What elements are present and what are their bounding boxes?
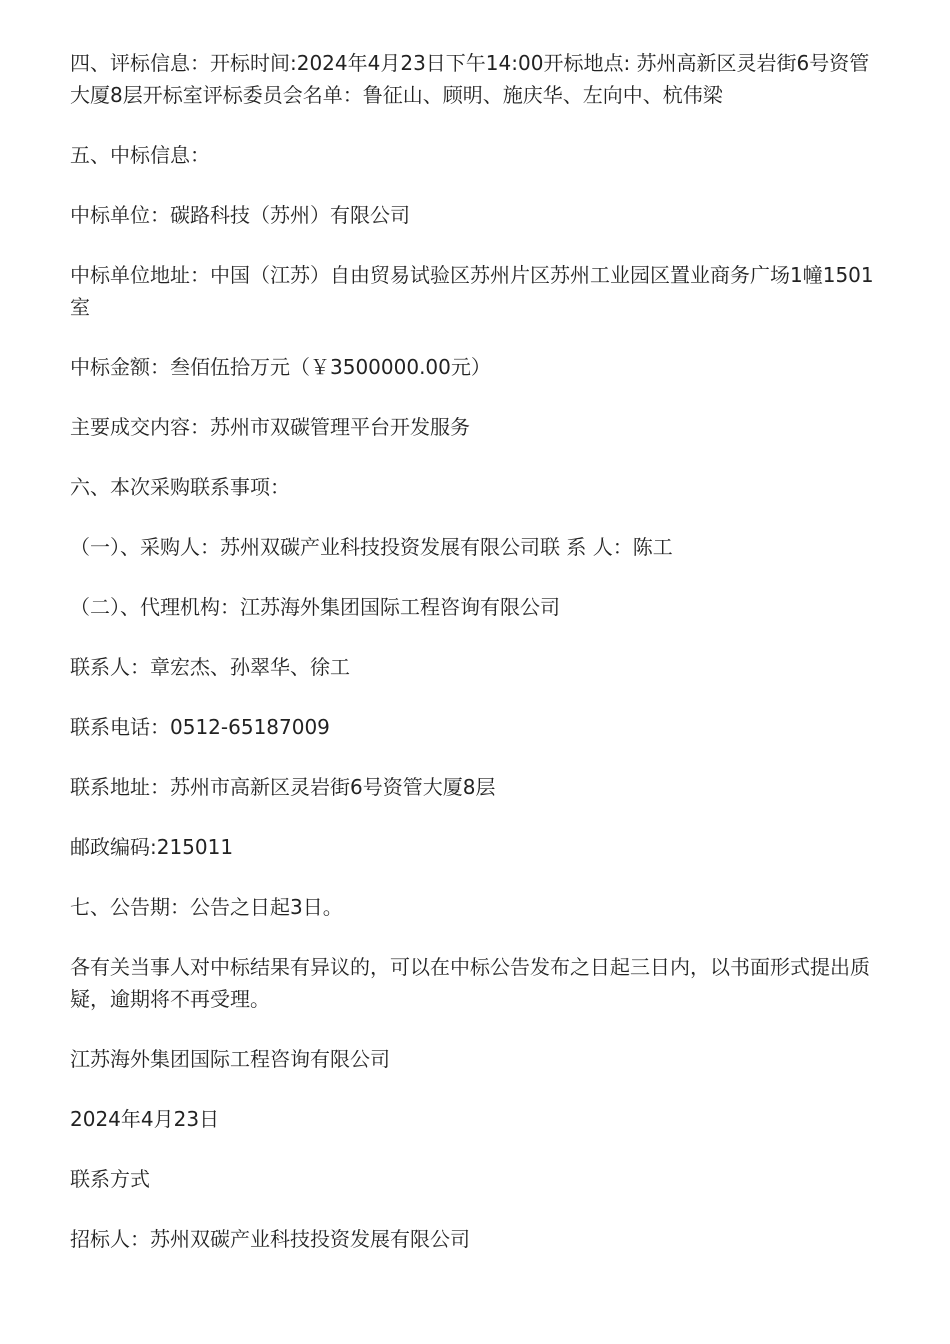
issue-date: 2024年4月23日 bbox=[70, 1107, 220, 1131]
contact-phone: 联系电话：0512-65187009 bbox=[70, 715, 330, 739]
contact-address: 联系地址：苏州市高新区灵岩街6号资管大厦8层 bbox=[70, 775, 496, 799]
main-deal-content: 主要成交内容：苏州市双碳管理平台开发服务 bbox=[70, 415, 470, 439]
contact-method-heading: 联系方式 bbox=[70, 1167, 150, 1191]
award-amount: 中标金额：叁佰伍拾万元（￥3500000.00元） bbox=[70, 355, 491, 379]
tenderer-info: 招标人：苏州双碳产业科技投资发展有限公司 bbox=[70, 1227, 470, 1251]
issuer-signature: 江苏海外集团国际工程咨询有限公司 bbox=[70, 1047, 390, 1071]
award-info-heading: 五、中标信息： bbox=[70, 143, 210, 167]
winning-bidder-address: 中标单位地址：中国（江苏）自由贸易试验区苏州片区苏州工业园区置业商务广场1幢1501室 bbox=[70, 263, 874, 319]
winning-bidder: 中标单位：碳路科技（苏州）有限公司 bbox=[70, 203, 410, 227]
objection-notice: 各有关当事人对中标结果有异议的，可以在中标公告发布之日起三日内，以书面形式提出质疑，逾期将不再受理。 bbox=[70, 955, 870, 1011]
evaluation-info-paragraph: 四、评标信息：开标时间:2024年4月23日下午14:00开标地点: 苏州高新区灵岩街6号资管大厦8层开标室评标委员会名单：鲁征山、顾明、施庆华、左向中、杭伟梁 bbox=[70, 51, 870, 107]
purchaser-info: （一）、采购人：苏州双碳产业科技投资发展有限公司联 系 人：陈工 bbox=[70, 535, 673, 559]
contact-persons: 联系人：章宏杰、孙翠华、徐工 bbox=[70, 655, 350, 679]
postal-code: 邮政编码:215011 bbox=[70, 835, 234, 859]
document-body bbox=[70, 47, 882, 1255]
agency-info: （二）、代理机构：江苏海外集团国际工程咨询有限公司 bbox=[70, 595, 560, 619]
procurement-contact-heading: 六、本次采购联系事项： bbox=[70, 475, 290, 499]
announcement-period: 七、公告期：公告之日起3日。 bbox=[70, 895, 343, 919]
